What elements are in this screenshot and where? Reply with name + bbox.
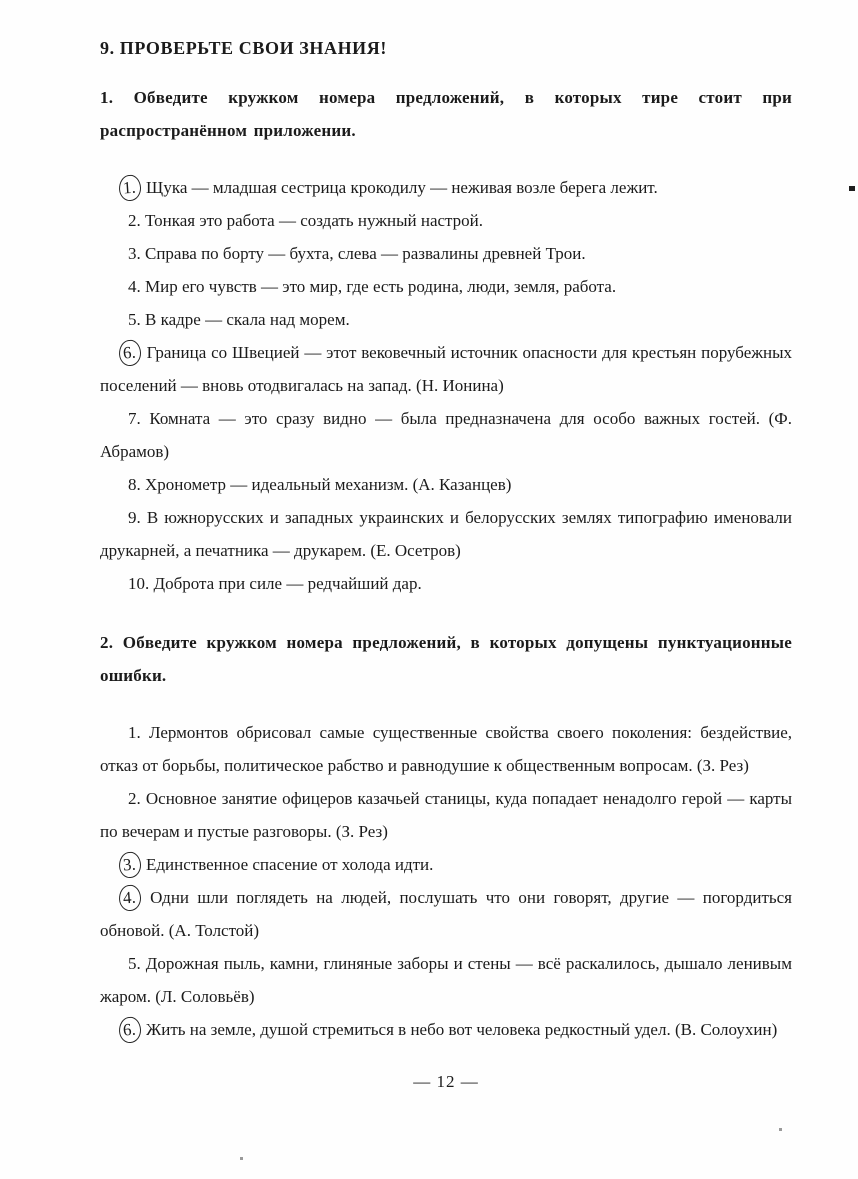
circled-sentence-number: 1. <box>118 174 142 201</box>
sentence-item <box>100 336 792 402</box>
circled-sentence-number: 3. <box>118 851 142 878</box>
sentence-item <box>100 204 792 237</box>
sentence-number: 5. <box>128 310 141 329</box>
sentence-item <box>100 947 792 1013</box>
sentence-number: 2. <box>128 789 141 808</box>
sentence-text: Дорожная пыль, камни, глиняные заборы и стены — всё раскалилось, дышало ленивым жаром. (Л. Соловьёв) <box>100 954 792 1006</box>
sentence-item <box>100 567 792 600</box>
exercise-1-task: 1. Обведите кружком номера предложений, в которых тире стоит при распространённом приложении. <box>100 88 792 140</box>
page-number: — 12 — <box>413 1072 479 1091</box>
sentence-text: В южнорусских и западных украинских и белорусских землях типографию именовали друкарней, а печатника — друкарем. (Е. Осетров) <box>100 508 792 560</box>
circled-sentence-number: 6. <box>118 339 142 366</box>
exercise-2-sentence-list <box>100 716 792 1046</box>
sentence-number: 1. <box>128 723 141 742</box>
sentence-text: Хронометр — идеальный механизм. (А. Казанцев) <box>140 475 512 494</box>
sentence-item <box>100 881 792 947</box>
sentence-text: Жить на земле, душой стремиться в небо вот человека редкостный удел. (В. Солоухин) <box>141 1020 778 1039</box>
sentence-item <box>100 716 792 782</box>
sentence-number: 3. <box>128 244 141 263</box>
exercise-1-sentence-list <box>100 171 792 600</box>
sentence-item <box>100 501 792 567</box>
section-title: 9. ПРОВЕРЬТЕ СВОИ ЗНАНИЯ! <box>100 38 387 58</box>
sentence-item <box>100 782 792 848</box>
sentence-item <box>100 468 792 501</box>
circled-sentence-number: 6. <box>118 1016 142 1043</box>
sentence-text: Комната — это сразу видно — была предназначена для особо важных гостей. (Ф. Абрамов) <box>100 409 792 461</box>
sentence-number: 4. <box>128 277 141 296</box>
sentence-number: 7. <box>128 409 141 428</box>
sentence-text: Справа по борту — бухта, слева — развалины древней Трои. <box>140 244 586 263</box>
sentence-item <box>100 848 792 881</box>
sentence-item <box>100 270 792 303</box>
sentence-number: 9. <box>128 508 141 527</box>
sentence-text: Щука — младшая сестрица крокодилу — неживая возле берега лежит. <box>141 178 658 197</box>
sentence-number: 2. <box>128 211 141 230</box>
sentence-item <box>100 171 792 204</box>
sentence-item <box>100 402 792 468</box>
scan-speck <box>779 1128 782 1131</box>
sentence-item <box>100 303 792 336</box>
sentence-number: 10. <box>128 574 150 593</box>
sentence-text: Лермонтов обрисовал самые существенные свойства своего поколения: бездействие, отказ от борьбы, политическое рабство и равнодушие к общественным вопросам. (З. Рез) <box>100 723 792 775</box>
sentence-text: В кадре — скала над морем. <box>140 310 350 329</box>
sentence-number: 8. <box>128 475 141 494</box>
exercise-1 <box>100 81 792 600</box>
sentence-text: Единственное спасение от холода идти. <box>141 855 434 874</box>
scan-speck <box>240 1157 243 1160</box>
exercise-2-task: 2. Обведите кружком номера предложений, в которых допущены пунктуационные ошибки. <box>100 633 792 685</box>
sentence-item <box>100 237 792 270</box>
scan-speck-right-edge <box>849 186 855 191</box>
sentence-text: Одни шли поглядеть на людей, послушать что они говорят, другие — погордиться обновой. (А. Толстой) <box>100 888 792 940</box>
sentence-text: Тонкая это работа — создать нужный настрой. <box>140 211 484 230</box>
sentence-text: Основное занятие офицеров казачьей станицы, куда попадает ненадолго герой — карты по вечерам и пустые разговоры. (З. Рез) <box>100 789 792 841</box>
circled-sentence-number: 4. <box>118 884 142 911</box>
sentence-text: Мир его чувств — это мир, где есть родина, люди, земля, работа. <box>140 277 617 296</box>
sentence-number: 5. <box>128 954 141 973</box>
exercise-2 <box>100 626 792 1046</box>
sentence-item <box>100 1013 792 1046</box>
sentence-text: Доброта при силе — редчайший дар. <box>149 574 422 593</box>
sentence-text: Граница со Швецией — этот вековечный источник опасности для крестьян порубежных поселений — вновь отодвигалась на запад. (Н. Ионина) <box>100 343 792 395</box>
